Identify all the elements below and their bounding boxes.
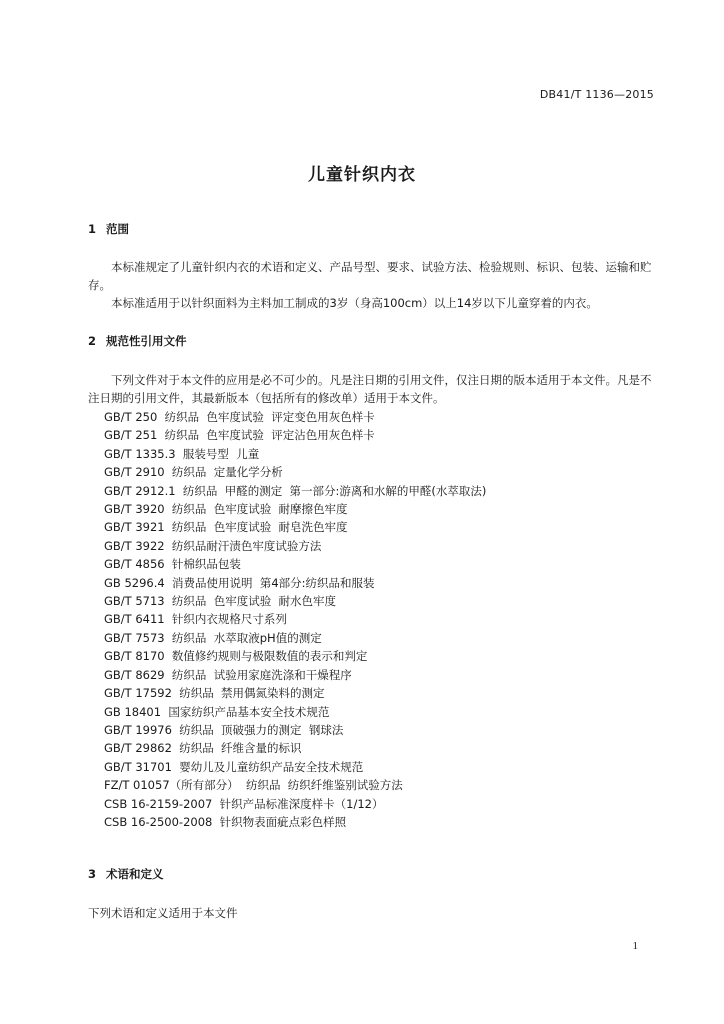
page-title: 儿童针织内衣 bbox=[308, 165, 416, 185]
reference-item: GB/T 4856 针棉织品包装 bbox=[104, 557, 241, 572]
section-3-heading bbox=[88, 866, 164, 882]
reference-item: GB/T 1335.3 服装号型 儿童 bbox=[104, 446, 260, 461]
reference-item: FZ/T 01057（所有部分） 纺织品 纺织纤维鉴别试验方法 bbox=[104, 778, 403, 793]
section-2-heading bbox=[88, 333, 187, 349]
reference-list bbox=[104, 408, 486, 831]
document-code: DB41/T 1136—2015 bbox=[539, 88, 654, 101]
reference-item: GB/T 251 纺织品 色牢度试验 评定沾色用灰色样卡 bbox=[104, 428, 375, 443]
reference-item: GB/T 17592 纺织品 禁用偶氮染料的测定 bbox=[104, 686, 325, 701]
reference-item: GB/T 29862 纺织品 纤维含量的标识 bbox=[104, 741, 302, 756]
reference-item: GB/T 7573 纺织品 水萃取液pH值的测定 bbox=[104, 630, 322, 645]
reference-item: GB/T 6411 针织内衣规格尺寸系列 bbox=[104, 612, 287, 627]
section-number: 2 bbox=[88, 334, 97, 348]
section-number: 3 bbox=[88, 867, 97, 881]
reference-item: GB/T 2912.1 纺织品 甲醛的测定 第一部分:游离和水解的甲醛(水萃取法) bbox=[104, 483, 487, 498]
section-title: 规范性引用文件 bbox=[106, 334, 187, 348]
reference-item: GB/T 3920 纺织品 色牢度试验 耐摩擦色牢度 bbox=[104, 502, 348, 517]
reference-item: GB/T 2910 纺织品 定量化学分析 bbox=[104, 465, 283, 480]
reference-item: GB/T 3922 纺织品耐汗渍色牢度试验方法 bbox=[104, 538, 322, 553]
section-1-heading bbox=[88, 221, 129, 237]
reference-item: GB/T 8170 数值修约规则与极限数值的表示和判定 bbox=[104, 649, 368, 664]
reference-item: GB/T 5713 纺织品 色牢度试验 耐水色牢度 bbox=[104, 594, 337, 609]
reference-item: GB/T 250 纺织品 色牢度试验 评定变色用灰色样卡 bbox=[104, 410, 375, 424]
reference-item: CSB 16-2159-2007 针织产品标准深度样卡（1/12） bbox=[104, 796, 384, 811]
terms-intro: 下列术语和定义适用于本文件 bbox=[88, 906, 238, 920]
normative-intro: 下列文件对于本文件的应用是必不可少的。凡是注日期的引用文件，仅注日期的版本适用于本文件。凡是不注日期的引用文件，其最新版本（包括所有的修改单）适用于本文件。 bbox=[88, 373, 652, 405]
reference-item: GB/T 31701 婴幼儿及儿童纺织产品安全技术规范 bbox=[104, 759, 364, 774]
section-number: 1 bbox=[88, 222, 97, 236]
reference-item: GB 5296.4 消费品使用说明 第4部分:纺织品和服装 bbox=[104, 575, 375, 590]
reference-item: CSB 16-2500-2008 针织物表面疵点彩色样照 bbox=[104, 814, 347, 829]
reference-item: GB/T 19976 纺织品 顶破强力的测定 钢球法 bbox=[104, 722, 344, 737]
section-title: 术语和定义 bbox=[106, 867, 164, 881]
scope-paragraph-1: 本标准规定了儿童针织内衣的术语和定义、产品号型、要求、试验方法、检验规则、标识、包装、运输和贮存。 bbox=[88, 260, 652, 292]
reference-item: GB/T 8629 纺织品 试验用家庭洗涤和干燥程序 bbox=[104, 667, 352, 682]
reference-item: GB 18401 国家纺织产品基本安全技术规范 bbox=[104, 704, 330, 719]
section-title: 范围 bbox=[106, 222, 129, 236]
reference-item: GB/T 3921 纺织品 色牢度试验 耐皂洗色牢度 bbox=[104, 520, 348, 535]
page-number: 1 bbox=[632, 940, 638, 952]
scope-paragraph-2: 本标准适用于以针织面料为主料加工制成的3岁（身高100cm）以上14岁以下儿童穿着的内衣。 bbox=[111, 296, 598, 310]
